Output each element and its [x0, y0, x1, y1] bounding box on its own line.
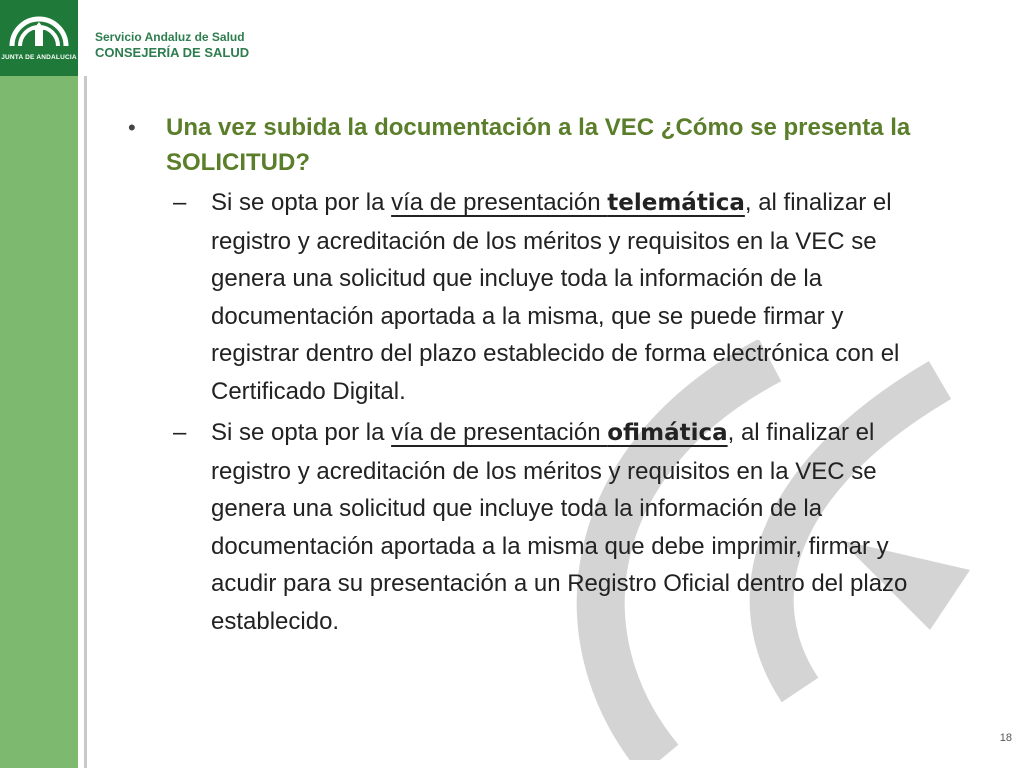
option-keyword: telemática	[607, 190, 745, 216]
bullet-icon: •	[128, 115, 136, 140]
option-text: , al finalizar el registro y acreditación de los méritos y requisitos en la VEC se genera una solicitud que incluye toda la información de la documentación aportada a la misma, que se puede firmar y registrar dentro del plazo establecido de forma electrónica con el Certificado Digital.	[211, 189, 900, 405]
option-pre: Si se opta por la	[211, 419, 392, 446]
question-text: Una vez subida la documentación a la VEC ¿Cómo se presenta la SOLICITUD?	[166, 114, 911, 176]
question-bullet	[128, 110, 928, 180]
junta-emblem-icon	[6, 6, 72, 52]
logo-caption: JUNTA DE ANDALUCIA	[1, 54, 77, 61]
option-link-prefix: vía de presentación	[391, 189, 608, 216]
option-pre: Si se opta por la	[211, 189, 392, 216]
page-number: 18	[999, 732, 1012, 744]
option-keyword: ofimática	[607, 420, 728, 446]
option-text: , al finalizar el registro y acreditación de los méritos y requisitos en la VEC se genera una solicitud que incluye toda la información de la documentación aportada a la misma que debe imprimir, firmar y acudir para su presentación a un Registro Oficial dentro del plazo establecido.	[211, 419, 908, 635]
dash-icon: –	[173, 189, 187, 216]
option-link-prefix: vía de presentación	[391, 419, 608, 446]
option-underlined	[391, 189, 745, 216]
vertical-divider	[84, 76, 87, 768]
option-ofimatica	[173, 414, 928, 640]
left-sidebar-band	[0, 0, 78, 768]
department-name: CONSEJERÍA DE SALUD	[95, 45, 250, 60]
option-underlined	[391, 419, 728, 446]
option-telematica	[173, 184, 928, 410]
junta-logo	[0, 0, 78, 76]
header	[95, 30, 249, 61]
org-name: Servicio Andaluz de Salud	[95, 30, 245, 44]
dash-icon: –	[173, 419, 187, 446]
slide-content	[128, 110, 928, 640]
